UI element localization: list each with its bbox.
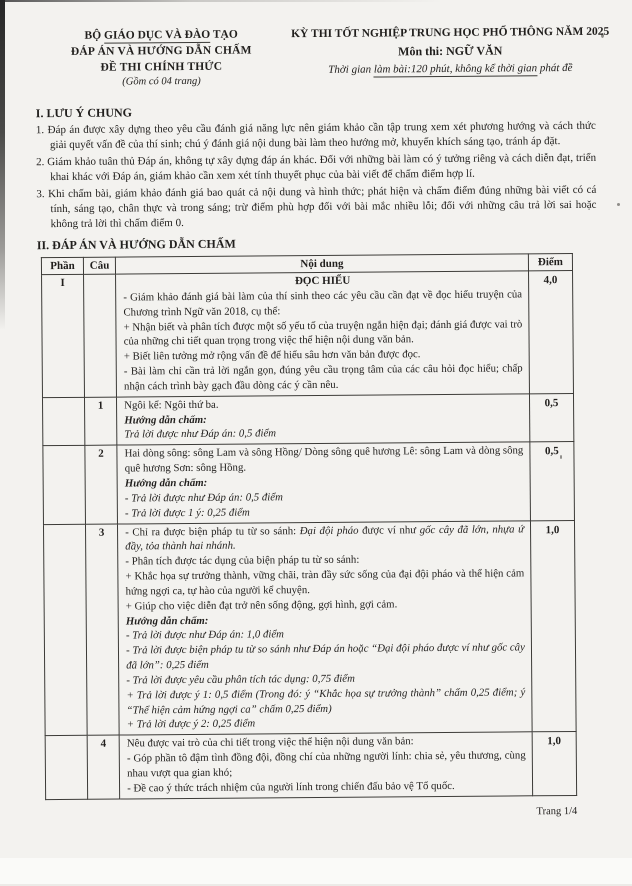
- cell-noidung: [119, 732, 532, 799]
- answer-paragraph: Ngôi kể: Ngôi thứ ba.: [124, 398, 219, 412]
- cell-cau: 1: [85, 397, 117, 446]
- cell-diem: 0,5: [530, 442, 575, 521]
- answer-paragraph: + Giúp cho việc diễn đạt trở nên sống động, gợi hình, gợi cảm.: [125, 598, 398, 613]
- answer-paragraph: + Trả lời được ý 2: 0,25 điểm: [126, 717, 256, 731]
- section-title: ĐỌC HIỂU: [294, 274, 351, 288]
- doc-title: ĐÁP ÁN VÀ HƯỚNG DẪN CHẤM: [70, 44, 252, 58]
- answer-paragraph: - Giám khảo đánh giá bài làm của thí sinh theo các yêu cầu cần đạt về đọc hiểu truyện của Chương trình Ngữ văn 2018, cụ thể:: [123, 288, 523, 319]
- answer-paragraph: - Trả lời được như Đáp án: 0,5 điểm: [124, 491, 283, 505]
- general-note-item: 1. Đáp án được xây dựng theo yêu cầu đánh giá năng lực nên giám khảo cần tập trung xem xét phương hướng và cách thức giải quyết vấn đề của thí sinh; chú ý đánh giá nội dung bài làm theo hướng mở, khuyến khích sáng tạo, tránh áp đặt.: [35, 119, 596, 152]
- answer-paragraph: - Chỉ ra được biện pháp tu từ so sánh: Đại đội pháo được ví như gốc cây đã lớn, nhựa ứ đầy, tỏa thành hai nhánh.: [125, 522, 524, 553]
- answer-table-body: [42, 270, 577, 799]
- exam-title: KỲ THI TỐT NGHIỆP TRUNG HỌC PHỔ THÔNG NĂM 2025: [291, 25, 610, 41]
- header-phan: Phần: [41, 257, 83, 274]
- cell-noidung: [116, 271, 530, 397]
- answer-paragraph: Hướng dẫn chấm:: [125, 614, 209, 628]
- header-left-block: [35, 27, 287, 90]
- cell-phan: [45, 736, 88, 800]
- table-row: [43, 442, 575, 524]
- cell-cau: 4: [87, 735, 120, 799]
- answer-paragraph: Trả lời được như Đáp án: 0,5 điểm: [124, 427, 277, 441]
- cell-noidung: [117, 394, 530, 446]
- answer-paragraph: - Trả lời được như Đáp án: 1,0 điểm: [125, 628, 285, 642]
- pages-note: (Gồm có 04 trang): [122, 75, 201, 88]
- header-noidung: Nội dung: [116, 254, 529, 274]
- cell-diem: 4,0: [528, 270, 573, 393]
- general-notes-section: [36, 101, 597, 233]
- answer-paragraph: + Biết liên tưởng mở rộng vấn đề để hiểu sâu hơn văn bản được đọc.: [123, 348, 421, 363]
- general-note-item: 2. Giám khảo tuân thủ Đáp án, không tự xây dựng đáp án khác. Đối với những bài làm có ý tưởng riêng và cách diễn đạt, triển khai khác với Đáp án, giám khảo cần xem xét tính thuyết phục của bài viết để chấm điểm hợp lí.: [36, 151, 597, 184]
- answer-paragraph: + Nhận biết và phân tích được một số yếu tố của truyện ngắn hiện đại; đánh giá được vai trò của những chi tiết quan trọng trong việc thể hiện nội dung văn bản.: [123, 317, 523, 348]
- cell-diem: 0,5: [529, 393, 573, 442]
- ministry-title: BỘ GIÁO DỤC VÀ ĐÀO TẠO: [84, 28, 238, 42]
- answer-section-title: II. ĐÁP ÁN VÀ HƯỚNG DẪN CHẤM: [36, 236, 236, 253]
- table-row: [42, 270, 574, 397]
- cell-noidung: [117, 442, 530, 523]
- answer-paragraph: Hướng dẫn chấm:: [124, 476, 208, 490]
- doc-type: ĐỀ THI CHÍNH THỨC: [100, 60, 223, 74]
- cell-phan: [43, 446, 86, 525]
- header-right-block: [287, 25, 613, 89]
- table-row: [45, 732, 576, 800]
- answer-paragraph: - Trả lời được 1 ý: 0,25 điểm: [124, 506, 250, 520]
- cell-cau: 3: [86, 524, 120, 736]
- page-number: Trang 1/4: [536, 805, 578, 817]
- answer-paragraph: - Phân tích được tác dụng của biện pháp tu từ so sánh:: [125, 553, 360, 568]
- table-row: [43, 520, 576, 736]
- answer-table: [41, 253, 577, 800]
- cell-cau: 2: [85, 445, 118, 523]
- answer-paragraph: Hai dòng sông: sông Lam và sông Hồng/ Dòng sông quê hương Lê: sông Lam và dòng sông quê hương Sơn: sông Hồng.: [124, 444, 524, 475]
- header-cau: Câu: [83, 257, 115, 274]
- answer-paragraph: - Trả lời được yêu cầu phân tích tác dụng: 0,75 điểm: [126, 672, 355, 687]
- cell-diem: 1,0: [532, 732, 577, 796]
- cell-cau: [84, 274, 117, 397]
- answer-paragraph: + Khắc họa sự trưởng thành, vững chãi, tràn đầy sức sống của đại đội pháo và thể hiện cảm hứng ngợi ca, tự hào của người kể chuyện.: [125, 567, 525, 598]
- answer-paragraph: Nêu được vai trò của chi tiết trong việc thể hiện nội dung văn bản:: [126, 735, 414, 750]
- cell-phan: [43, 524, 87, 736]
- answer-paragraph: - Góp phần tô đậm tình đồng đội, đồng chí của những người lính: chia sẻ, yêu thương, cùng nhau vượt qua gian khó;: [126, 749, 526, 780]
- general-notes-title: I. LƯU Ý CHUNG: [35, 105, 133, 121]
- answer-paragraph: + Trả lời được ý 1: 0,5 điểm (Trong đó: ý “Khắc họa sự trưởng thành” chấm 0,25 điểm; ý “Thể hiện cảm hứng ngợi ca” chấm 0,25 điểm): [126, 686, 526, 717]
- cell-phan: [42, 397, 84, 446]
- header-diem: Điểm: [528, 253, 572, 270]
- cell-noidung: [118, 520, 532, 735]
- subject-line: Môn thi: NGỮ VĂN: [398, 43, 503, 59]
- table-row: [42, 393, 573, 446]
- general-note-item: 3. Khi chấm bài, giám khảo đánh giá bao quát cả nội dung và hình thức; phát hiện và chấm điểm đúng những bài viết có cá tính, sáng tạo, chân thực và trong sáng; trừ điểm phù hợp đối với bài mắc nhiều lỗi; đối với những câu trả lời sai hoặc không trả lời thì chấm điểm 0.: [36, 183, 597, 231]
- answer-paragraph: - Đề cao ý thức trách nhiệm của người lính trong chiến đấu bảo vệ Tổ quốc.: [127, 779, 455, 795]
- answer-paragraph: - Trả lời được biện pháp tu từ so sánh như Đáp án hoặc “Đại đội pháo được ví như gốc cây đã lớn”: 0,25 điểm: [126, 641, 525, 672]
- cell-phan: I: [42, 274, 85, 397]
- time-line: Thời gian làm bài:120 phút, không kể thời gian phát đề: [328, 61, 573, 76]
- answer-paragraph: - Bài làm chỉ cần trả lời ngắn gọn, đúng yêu cầu trọng tâm của các câu hỏi đọc hiểu; chấp nhận cách trình bày gạch đầu dòng các ý cần nêu.: [123, 362, 523, 393]
- document-header: [0, 0, 630, 90]
- cell-diem: 1,0: [530, 520, 576, 732]
- answer-paragraph: Hướng dẫn chấm:: [124, 413, 207, 427]
